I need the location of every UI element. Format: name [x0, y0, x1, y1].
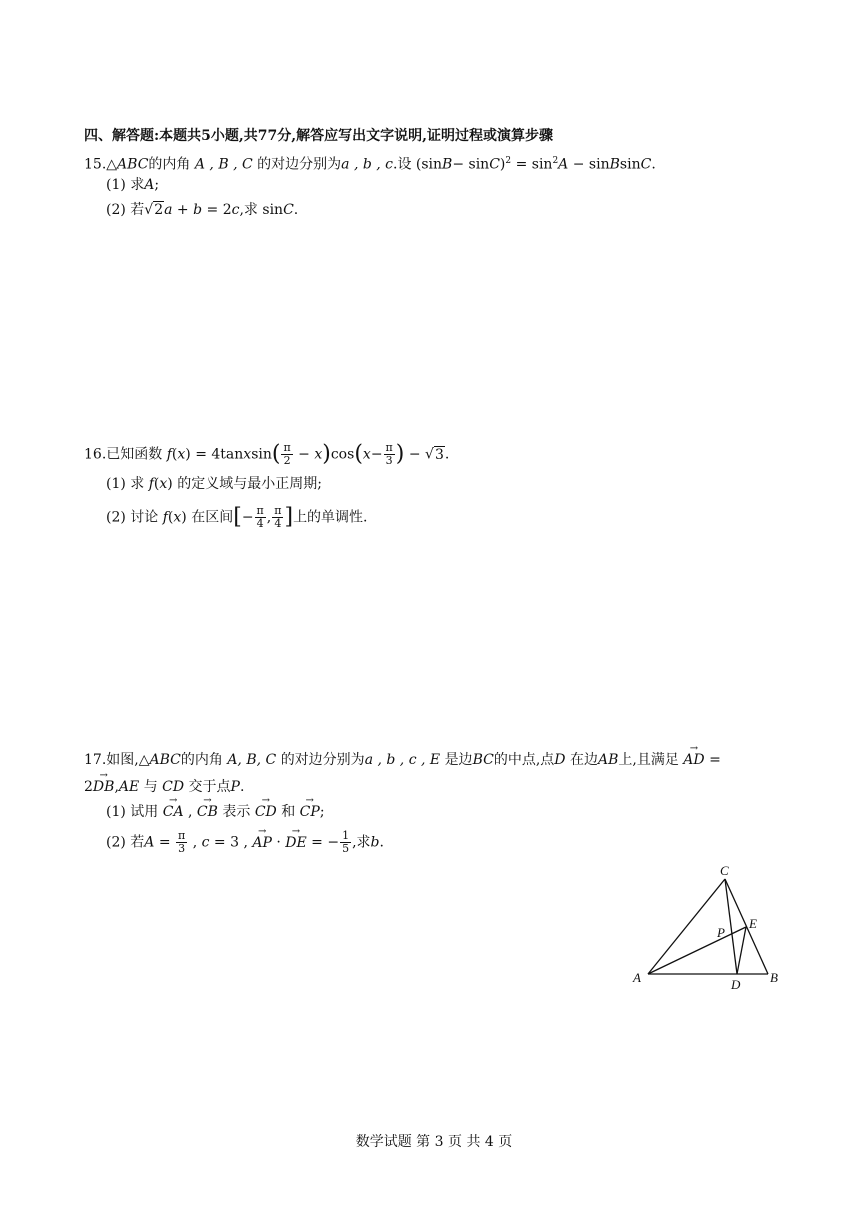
q15-part1: (1) 求A;	[106, 177, 160, 193]
label-c: C	[720, 863, 729, 878]
q17-stem-line1: 17.如图,△ABC的内角 A, B, C 的对边分别为a , b , c , E 是边BC的中点,点D 在边AB上,且满足 → AD =	[84, 750, 721, 770]
segment-ae	[648, 927, 746, 974]
label-a: A	[633, 970, 641, 985]
label-d: D	[731, 977, 741, 992]
q15-stem: 15.△ABC的内角 A , B , C 的对边分别为a , b , c.设 $(\sin B- \sin C)^2 = \sin^2A$ − sinBsinC.	[84, 156, 656, 173]
q16-part2: (2) 讨论 f(x) 在区间[− $\frac{\pi}{4}$ , $\frac{\pi}{4}$ ]上的单调性.	[106, 504, 368, 530]
q17-part2: (2) 若A = $\frac{\pi}{3}$ , c = 3 , → AP · → DE = − $\frac{1}{5}$ ,求b.	[106, 830, 384, 855]
fraction: $\frac{\pi}{4}$	[274, 504, 282, 530]
q17-part1: (1) 试用 → CA , → CB 表示 → CD 和 → CP;	[106, 802, 325, 822]
fraction: $\frac{\pi}{3}$	[178, 829, 186, 855]
fraction: $\frac{\pi}{3}$	[385, 441, 393, 467]
q15-part2: (2) 若√2a + b = 2c,求 sinC.	[106, 202, 299, 218]
label-p: P	[717, 925, 725, 940]
section-heading: 四、解答题:本题共5小题,共77分,解答应写出文字说明,证明过程或演算步骤	[84, 128, 554, 144]
q16-part1: (1) 求 f(x) 的定义域与最小正周期;	[106, 476, 322, 492]
fraction: $\frac{\pi}{4}$	[256, 504, 264, 530]
sqrt-sign: √	[425, 446, 434, 463]
fraction: $\frac{1}{5}$	[342, 829, 350, 855]
segment-de	[737, 927, 746, 974]
fraction: $\frac{\pi}{2}$	[283, 441, 291, 467]
side-ac	[648, 879, 725, 974]
sqrt-sign: √	[144, 202, 154, 218]
triangle-figure	[628, 862, 788, 992]
q16-stem: 16.已知函数 f(x) = 4tanxsin( $\frac{\pi}{2}$ − x)cos(x− $\frac{\pi}{3}$ ) − √3.	[84, 441, 450, 467]
label-b: B	[770, 970, 778, 985]
page-footer: 数学试题 第 3 页 共 4 页	[355, 1134, 513, 1150]
q17-stem-line2: 2→ DB,AE 与 CD 交于点P.	[84, 777, 244, 797]
label-e: E	[749, 916, 757, 931]
